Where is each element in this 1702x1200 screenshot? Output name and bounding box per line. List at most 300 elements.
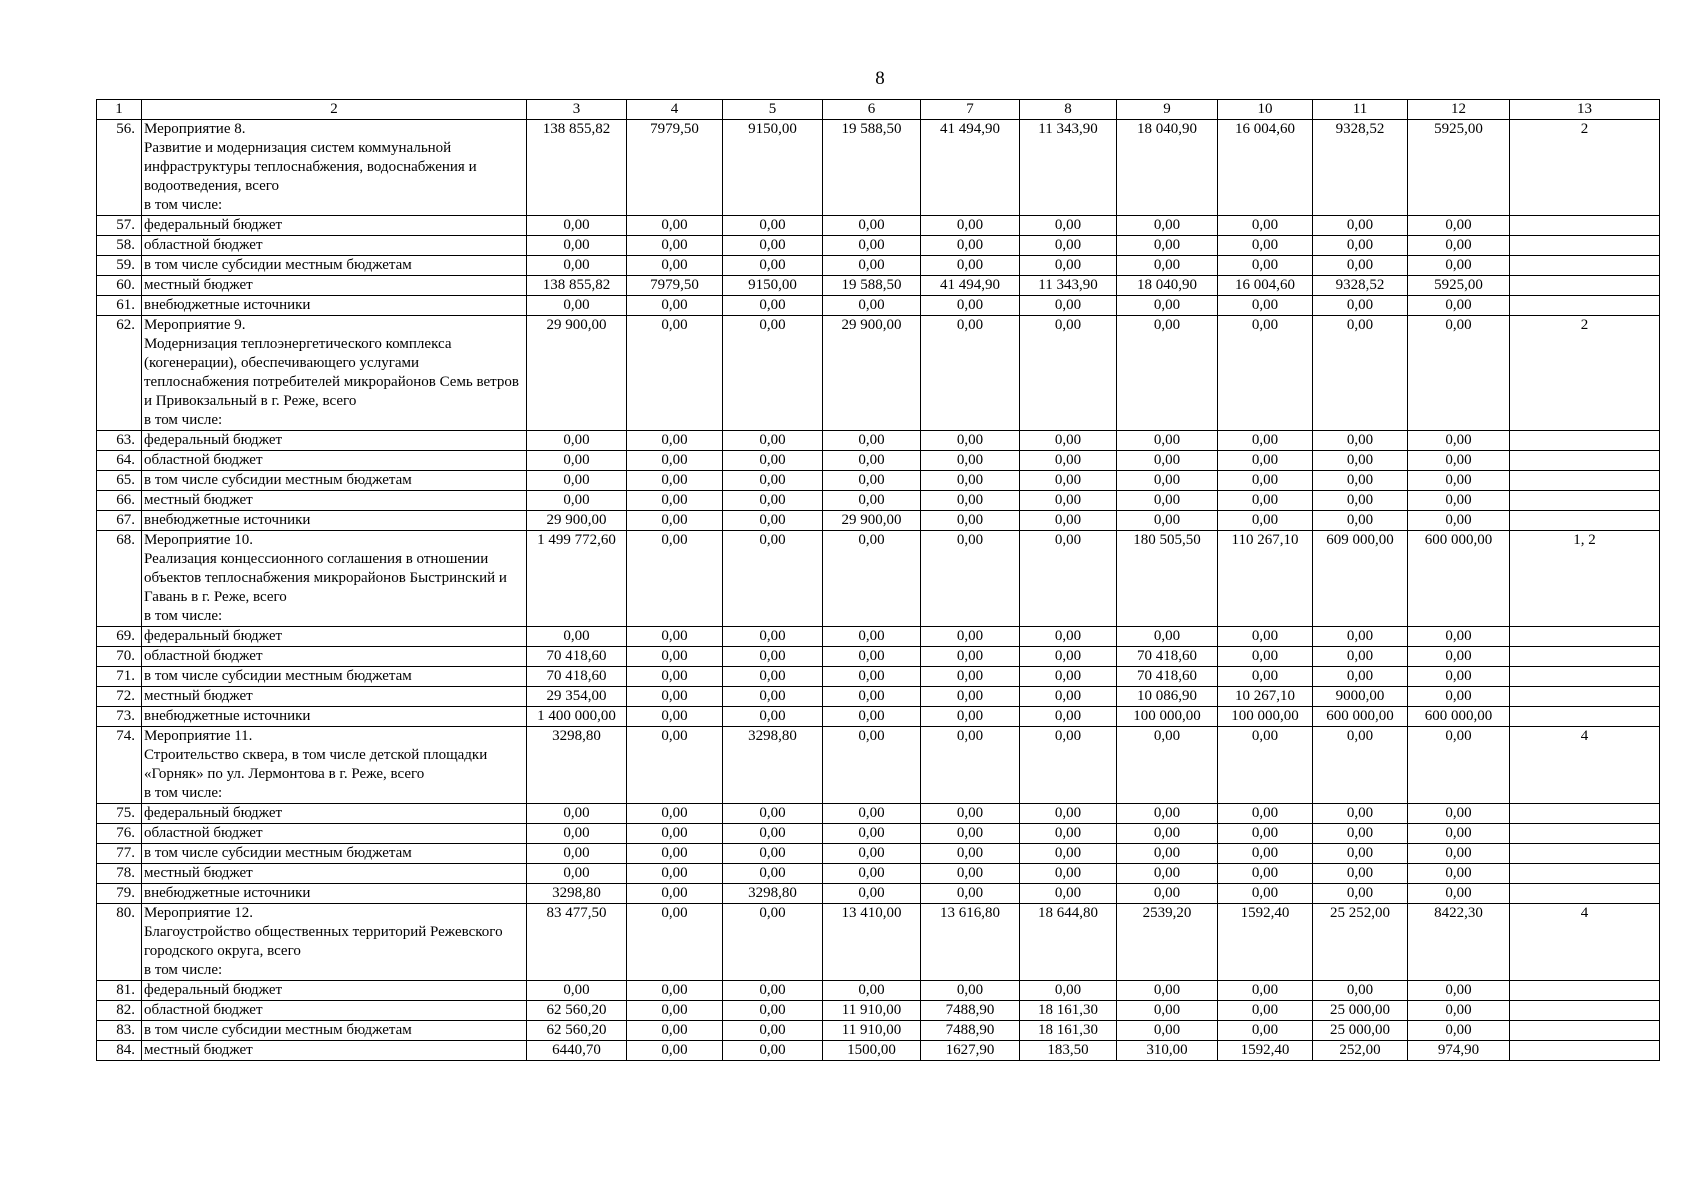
value-cell: 0,00 xyxy=(1313,316,1408,431)
value-cell: 0,00 xyxy=(823,864,921,884)
value-cell: 0,00 xyxy=(723,627,823,647)
table-row xyxy=(97,981,1660,1001)
row-description: Мероприятие 8. Развитие и модернизация систем коммунальной инфраструктуры теплоснабжения, водоснабжения и водоотведения, всего в том числе: xyxy=(142,120,527,216)
target-indicator xyxy=(1510,1001,1660,1021)
value-cell: 0,00 xyxy=(1313,236,1408,256)
value-cell: 0,00 xyxy=(823,451,921,471)
value-cell: 0,00 xyxy=(1218,491,1313,511)
table-row xyxy=(97,647,1660,667)
value-cell: 5925,00 xyxy=(1408,120,1510,216)
value-cell: 7488,90 xyxy=(921,1021,1020,1041)
value-cell: 0,00 xyxy=(627,904,723,981)
value-cell: 0,00 xyxy=(627,687,723,707)
value-cell: 180 505,50 xyxy=(1117,531,1218,627)
value-cell: 11 343,90 xyxy=(1020,276,1117,296)
row-description: федеральный бюджет xyxy=(142,804,527,824)
target-indicator: 4 xyxy=(1510,904,1660,981)
value-cell: 600 000,00 xyxy=(1408,531,1510,627)
value-cell: 0,00 xyxy=(1117,236,1218,256)
value-cell: 7488,90 xyxy=(921,1001,1020,1021)
value-cell: 0,00 xyxy=(1313,981,1408,1001)
value-cell: 0,00 xyxy=(1020,727,1117,804)
value-cell: 0,00 xyxy=(1020,236,1117,256)
value-cell: 0,00 xyxy=(921,216,1020,236)
value-cell: 8422,30 xyxy=(1408,904,1510,981)
value-cell: 0,00 xyxy=(1408,981,1510,1001)
value-cell: 0,00 xyxy=(823,707,921,727)
value-cell: 0,00 xyxy=(1020,216,1117,236)
value-cell: 0,00 xyxy=(1218,1001,1313,1021)
value-cell: 0,00 xyxy=(627,727,723,804)
value-cell: 0,00 xyxy=(1218,844,1313,864)
value-cell: 0,00 xyxy=(527,981,627,1001)
table-row xyxy=(97,216,1660,236)
row-description: в том числе субсидии местным бюджетам xyxy=(142,844,527,864)
page-number: 8 xyxy=(875,68,885,89)
row-number: 68. xyxy=(97,531,142,627)
table-row xyxy=(97,627,1660,647)
row-description: областной бюджет xyxy=(142,236,527,256)
value-cell: 0,00 xyxy=(1117,256,1218,276)
value-cell: 0,00 xyxy=(823,647,921,667)
value-cell: 0,00 xyxy=(1408,844,1510,864)
value-cell: 0,00 xyxy=(527,864,627,884)
value-cell: 0,00 xyxy=(627,531,723,627)
value-cell: 0,00 xyxy=(1117,1021,1218,1041)
value-cell: 0,00 xyxy=(1218,431,1313,451)
value-cell: 0,00 xyxy=(627,316,723,431)
value-cell: 0,00 xyxy=(1218,727,1313,804)
value-cell: 0,00 xyxy=(723,667,823,687)
row-number: 78. xyxy=(97,864,142,884)
value-cell: 0,00 xyxy=(1313,491,1408,511)
value-cell: 0,00 xyxy=(1020,431,1117,451)
row-number: 65. xyxy=(97,471,142,491)
row-description: в том числе субсидии местным бюджетам xyxy=(142,471,527,491)
value-cell: 1500,00 xyxy=(823,1041,921,1061)
value-cell: 1592,40 xyxy=(1218,1041,1313,1061)
value-cell: 3298,80 xyxy=(723,727,823,804)
row-description: областной бюджет xyxy=(142,1001,527,1021)
value-cell: 29 354,00 xyxy=(527,687,627,707)
target-indicator: 2 xyxy=(1510,316,1660,431)
target-indicator xyxy=(1510,667,1660,687)
row-number: 66. xyxy=(97,491,142,511)
value-cell: 0,00 xyxy=(723,1041,823,1061)
column-header-4: 4 xyxy=(627,100,723,120)
row-description: областной бюджет xyxy=(142,451,527,471)
value-cell: 252,00 xyxy=(1313,1041,1408,1061)
budget-table xyxy=(96,99,1660,1061)
column-header-10: 10 xyxy=(1218,100,1313,120)
value-cell: 0,00 xyxy=(627,884,723,904)
value-cell: 0,00 xyxy=(823,884,921,904)
value-cell: 0,00 xyxy=(1020,296,1117,316)
value-cell: 100 000,00 xyxy=(1117,707,1218,727)
value-cell: 0,00 xyxy=(627,256,723,276)
value-cell: 18 161,30 xyxy=(1020,1021,1117,1041)
value-cell: 0,00 xyxy=(527,431,627,451)
value-cell: 0,00 xyxy=(627,296,723,316)
row-description: федеральный бюджет xyxy=(142,981,527,1001)
row-number: 64. xyxy=(97,451,142,471)
table-row xyxy=(97,276,1660,296)
row-number: 83. xyxy=(97,1021,142,1041)
value-cell: 18 644,80 xyxy=(1020,904,1117,981)
value-cell: 70 418,60 xyxy=(1117,647,1218,667)
value-cell: 0,00 xyxy=(723,1001,823,1021)
value-cell: 0,00 xyxy=(1408,296,1510,316)
value-cell: 0,00 xyxy=(921,824,1020,844)
value-cell: 0,00 xyxy=(1408,236,1510,256)
value-cell: 0,00 xyxy=(723,904,823,981)
value-cell: 0,00 xyxy=(1020,667,1117,687)
value-cell: 0,00 xyxy=(921,707,1020,727)
value-cell: 11 343,90 xyxy=(1020,120,1117,216)
value-cell: 0,00 xyxy=(723,216,823,236)
value-cell: 0,00 xyxy=(921,804,1020,824)
value-cell: 0,00 xyxy=(1117,1001,1218,1021)
value-cell: 0,00 xyxy=(1020,627,1117,647)
value-cell: 16 004,60 xyxy=(1218,276,1313,296)
value-cell: 0,00 xyxy=(1313,627,1408,647)
row-number: 63. xyxy=(97,431,142,451)
table-row xyxy=(97,804,1660,824)
target-indicator xyxy=(1510,296,1660,316)
value-cell: 0,00 xyxy=(1408,804,1510,824)
value-cell: 25 000,00 xyxy=(1313,1001,1408,1021)
value-cell: 0,00 xyxy=(1408,647,1510,667)
target-indicator: 4 xyxy=(1510,727,1660,804)
value-cell: 29 900,00 xyxy=(823,316,921,431)
value-cell: 0,00 xyxy=(823,981,921,1001)
column-header-6: 6 xyxy=(823,100,921,120)
row-number: 79. xyxy=(97,884,142,904)
value-cell: 0,00 xyxy=(1117,824,1218,844)
value-cell: 0,00 xyxy=(1218,884,1313,904)
value-cell: 0,00 xyxy=(1408,451,1510,471)
table-row xyxy=(97,1041,1660,1061)
value-cell: 183,50 xyxy=(1020,1041,1117,1061)
value-cell: 16 004,60 xyxy=(1218,120,1313,216)
value-cell: 0,00 xyxy=(627,707,723,727)
value-cell: 0,00 xyxy=(1218,981,1313,1001)
value-cell: 0,00 xyxy=(1313,256,1408,276)
value-cell: 0,00 xyxy=(723,707,823,727)
target-indicator xyxy=(1510,256,1660,276)
column-header-8: 8 xyxy=(1020,100,1117,120)
row-number: 60. xyxy=(97,276,142,296)
target-indicator xyxy=(1510,864,1660,884)
value-cell: 0,00 xyxy=(921,236,1020,256)
value-cell: 0,00 xyxy=(1218,804,1313,824)
header-row xyxy=(97,100,1660,120)
table-row xyxy=(97,1001,1660,1021)
value-cell: 0,00 xyxy=(1408,627,1510,647)
value-cell: 0,00 xyxy=(1117,451,1218,471)
row-description: местный бюджет xyxy=(142,687,527,707)
target-indicator xyxy=(1510,236,1660,256)
value-cell: 0,00 xyxy=(1020,824,1117,844)
value-cell: 0,00 xyxy=(921,256,1020,276)
row-number: 62. xyxy=(97,316,142,431)
value-cell: 0,00 xyxy=(1313,727,1408,804)
value-cell: 62 560,20 xyxy=(527,1021,627,1041)
row-description: Мероприятие 9. Модернизация теплоэнергетического комплекса (когенерации), обеспечивающего услугами теплоснабжения потребителей микрорайонов Семь ветров и Привокзальный в г. Реже, всего в том числе: xyxy=(142,316,527,431)
row-description: местный бюджет xyxy=(142,491,527,511)
target-indicator xyxy=(1510,844,1660,864)
table-row xyxy=(97,296,1660,316)
value-cell: 18 161,30 xyxy=(1020,1001,1117,1021)
value-cell: 0,00 xyxy=(921,511,1020,531)
table-row xyxy=(97,707,1660,727)
value-cell: 9150,00 xyxy=(723,276,823,296)
column-header-3: 3 xyxy=(527,100,627,120)
value-cell: 0,00 xyxy=(823,431,921,451)
row-description: местный бюджет xyxy=(142,864,527,884)
value-cell: 0,00 xyxy=(921,431,1020,451)
value-cell: 3298,80 xyxy=(723,884,823,904)
row-description: в том числе субсидии местным бюджетам xyxy=(142,1021,527,1041)
value-cell: 29 900,00 xyxy=(527,316,627,431)
row-number: 74. xyxy=(97,727,142,804)
row-number: 84. xyxy=(97,1041,142,1061)
target-indicator xyxy=(1510,431,1660,451)
value-cell: 7979,50 xyxy=(627,276,723,296)
row-number: 56. xyxy=(97,120,142,216)
table-row xyxy=(97,316,1660,431)
value-cell: 0,00 xyxy=(1117,844,1218,864)
row-description: местный бюджет xyxy=(142,276,527,296)
value-cell: 10 267,10 xyxy=(1218,687,1313,707)
column-header-13: 13 xyxy=(1510,100,1660,120)
table-row xyxy=(97,120,1660,216)
value-cell: 0,00 xyxy=(1313,431,1408,451)
value-cell: 0,00 xyxy=(1313,647,1408,667)
value-cell: 0,00 xyxy=(1020,451,1117,471)
value-cell: 0,00 xyxy=(1313,844,1408,864)
value-cell: 0,00 xyxy=(1020,647,1117,667)
value-cell: 0,00 xyxy=(1408,431,1510,451)
value-cell: 0,00 xyxy=(1020,316,1117,431)
row-number: 67. xyxy=(97,511,142,531)
value-cell: 0,00 xyxy=(921,531,1020,627)
value-cell: 0,00 xyxy=(527,296,627,316)
value-cell: 0,00 xyxy=(527,216,627,236)
value-cell: 0,00 xyxy=(823,824,921,844)
row-description: местный бюджет xyxy=(142,1041,527,1061)
value-cell: 310,00 xyxy=(1117,1041,1218,1061)
value-cell: 0,00 xyxy=(723,804,823,824)
table-row xyxy=(97,667,1660,687)
table-row xyxy=(97,256,1660,276)
value-cell: 0,00 xyxy=(627,667,723,687)
value-cell: 3298,80 xyxy=(527,884,627,904)
value-cell: 0,00 xyxy=(1313,824,1408,844)
value-cell: 0,00 xyxy=(1313,471,1408,491)
value-cell: 25 252,00 xyxy=(1313,904,1408,981)
row-number: 61. xyxy=(97,296,142,316)
row-description: федеральный бюджет xyxy=(142,431,527,451)
value-cell: 0,00 xyxy=(921,667,1020,687)
value-cell: 0,00 xyxy=(1218,667,1313,687)
value-cell: 0,00 xyxy=(1218,511,1313,531)
value-cell: 0,00 xyxy=(1313,864,1408,884)
target-indicator xyxy=(1510,687,1660,707)
value-cell: 0,00 xyxy=(823,667,921,687)
value-cell: 29 900,00 xyxy=(823,511,921,531)
target-indicator: 2 xyxy=(1510,120,1660,216)
row-description: Мероприятие 12. Благоустройство общественных территорий Режевского городского округа, всего в том числе: xyxy=(142,904,527,981)
value-cell: 0,00 xyxy=(823,296,921,316)
value-cell: 70 418,60 xyxy=(527,647,627,667)
value-cell: 18 040,90 xyxy=(1117,276,1218,296)
column-header-1: 1 xyxy=(97,100,142,120)
value-cell: 0,00 xyxy=(1408,1001,1510,1021)
value-cell: 0,00 xyxy=(823,216,921,236)
target-indicator xyxy=(1510,804,1660,824)
target-indicator xyxy=(1510,707,1660,727)
target-indicator xyxy=(1510,627,1660,647)
row-number: 58. xyxy=(97,236,142,256)
value-cell: 600 000,00 xyxy=(1313,707,1408,727)
column-header-9: 9 xyxy=(1117,100,1218,120)
value-cell: 0,00 xyxy=(1408,687,1510,707)
value-cell: 0,00 xyxy=(1408,864,1510,884)
value-cell: 0,00 xyxy=(1408,1021,1510,1041)
value-cell: 0,00 xyxy=(1117,216,1218,236)
target-indicator xyxy=(1510,511,1660,531)
value-cell: 70 418,60 xyxy=(1117,667,1218,687)
value-cell: 0,00 xyxy=(1020,981,1117,1001)
target-indicator xyxy=(1510,491,1660,511)
target-indicator xyxy=(1510,824,1660,844)
value-cell: 18 040,90 xyxy=(1117,120,1218,216)
table-row xyxy=(97,451,1660,471)
value-cell: 0,00 xyxy=(723,981,823,1001)
column-header-11: 11 xyxy=(1313,100,1408,120)
value-cell: 0,00 xyxy=(921,316,1020,431)
row-description: в том числе субсидии местным бюджетам xyxy=(142,667,527,687)
row-description: внебюджетные источники xyxy=(142,707,527,727)
value-cell: 0,00 xyxy=(1408,667,1510,687)
row-description: Мероприятие 11. Строительство сквера, в том числе детской площадки «Горняк» по ул. Лермонтова в г. Реже, всего в том числе: xyxy=(142,727,527,804)
value-cell: 0,00 xyxy=(527,824,627,844)
table-row xyxy=(97,824,1660,844)
table-row xyxy=(97,884,1660,904)
value-cell: 600 000,00 xyxy=(1408,707,1510,727)
value-cell: 0,00 xyxy=(823,491,921,511)
value-cell: 0,00 xyxy=(823,627,921,647)
value-cell: 0,00 xyxy=(921,491,1020,511)
value-cell: 1 499 772,60 xyxy=(527,531,627,627)
value-cell: 0,00 xyxy=(723,471,823,491)
value-cell: 0,00 xyxy=(723,687,823,707)
value-cell: 0,00 xyxy=(823,687,921,707)
value-cell: 62 560,20 xyxy=(527,1001,627,1021)
value-cell: 0,00 xyxy=(627,627,723,647)
value-cell: 0,00 xyxy=(1218,1021,1313,1041)
value-cell: 110 267,10 xyxy=(1218,531,1313,627)
value-cell: 0,00 xyxy=(1408,316,1510,431)
value-cell: 0,00 xyxy=(1117,804,1218,824)
value-cell: 0,00 xyxy=(1408,727,1510,804)
column-header-7: 7 xyxy=(921,100,1020,120)
value-cell: 0,00 xyxy=(823,256,921,276)
value-cell: 0,00 xyxy=(723,491,823,511)
value-cell: 0,00 xyxy=(723,431,823,451)
value-cell: 0,00 xyxy=(1117,431,1218,451)
value-cell: 0,00 xyxy=(723,824,823,844)
value-cell: 138 855,82 xyxy=(527,120,627,216)
table-row xyxy=(97,727,1660,804)
value-cell: 0,00 xyxy=(1218,216,1313,236)
value-cell: 25 000,00 xyxy=(1313,1021,1408,1041)
value-cell: 0,00 xyxy=(627,804,723,824)
value-cell: 0,00 xyxy=(921,687,1020,707)
value-cell: 0,00 xyxy=(723,451,823,471)
row-number: 59. xyxy=(97,256,142,276)
value-cell: 0,00 xyxy=(1020,256,1117,276)
value-cell: 9328,52 xyxy=(1313,276,1408,296)
row-description: областной бюджет xyxy=(142,824,527,844)
value-cell: 0,00 xyxy=(921,864,1020,884)
value-cell: 0,00 xyxy=(1020,884,1117,904)
table-body xyxy=(97,120,1660,1061)
value-cell: 0,00 xyxy=(1020,844,1117,864)
value-cell: 0,00 xyxy=(527,236,627,256)
value-cell: 0,00 xyxy=(921,727,1020,804)
value-cell: 0,00 xyxy=(1313,804,1408,824)
table-row xyxy=(97,431,1660,451)
row-number: 72. xyxy=(97,687,142,707)
value-cell: 3298,80 xyxy=(527,727,627,804)
target-indicator xyxy=(1510,647,1660,667)
row-number: 71. xyxy=(97,667,142,687)
value-cell: 0,00 xyxy=(627,451,723,471)
value-cell: 0,00 xyxy=(723,511,823,531)
value-cell: 0,00 xyxy=(627,1041,723,1061)
target-indicator xyxy=(1510,451,1660,471)
target-indicator xyxy=(1510,216,1660,236)
value-cell: 0,00 xyxy=(627,844,723,864)
value-cell: 0,00 xyxy=(723,1021,823,1041)
value-cell: 0,00 xyxy=(1408,256,1510,276)
value-cell: 0,00 xyxy=(1117,296,1218,316)
row-number: 80. xyxy=(97,904,142,981)
value-cell: 0,00 xyxy=(527,844,627,864)
target-indicator xyxy=(1510,1021,1660,1041)
value-cell: 0,00 xyxy=(1408,471,1510,491)
row-description: Мероприятие 10. Реализация концессионного соглашения в отношении объектов теплоснабжения микрорайонов Быстринский и Гавань в г. Реже, всего в том числе: xyxy=(142,531,527,627)
value-cell: 0,00 xyxy=(527,804,627,824)
value-cell: 0,00 xyxy=(1218,627,1313,647)
value-cell: 1627,90 xyxy=(921,1041,1020,1061)
value-cell: 0,00 xyxy=(627,1001,723,1021)
row-description: федеральный бюджет xyxy=(142,216,527,236)
value-cell: 0,00 xyxy=(1218,824,1313,844)
value-cell: 11 910,00 xyxy=(823,1001,921,1021)
value-cell: 0,00 xyxy=(921,627,1020,647)
value-cell: 0,00 xyxy=(527,451,627,471)
row-description: внебюджетные источники xyxy=(142,884,527,904)
value-cell: 0,00 xyxy=(1218,296,1313,316)
value-cell: 13 410,00 xyxy=(823,904,921,981)
value-cell: 0,00 xyxy=(1117,884,1218,904)
value-cell: 5925,00 xyxy=(1408,276,1510,296)
value-cell: 0,00 xyxy=(1313,511,1408,531)
value-cell: 0,00 xyxy=(1020,804,1117,824)
